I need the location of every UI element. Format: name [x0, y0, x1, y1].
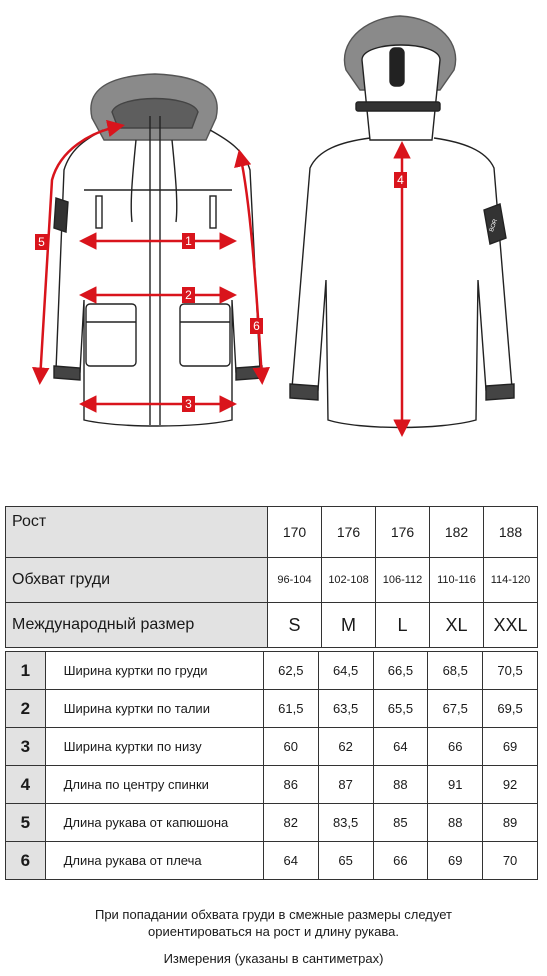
marker-4: 4	[397, 173, 404, 187]
chest-s: 96-104	[268, 558, 322, 603]
sizing-note-line2: ориентироваться на рост и длину рукава.	[148, 924, 399, 939]
sizing-note-line1: При попадании обхвата груди в смежные размеры следует	[94, 907, 453, 922]
sleeve-logo-text: BOR	[489, 218, 500, 233]
measure-value: 66	[373, 842, 428, 880]
measure-value: 87	[318, 766, 373, 804]
table-row	[6, 804, 538, 842]
table-row	[6, 766, 538, 804]
chest-l: 106-112	[376, 558, 430, 603]
measure-label: Ширина куртки по низу	[45, 728, 263, 766]
measure-number: 4	[6, 766, 46, 804]
hood-adjuster	[356, 102, 440, 111]
measure-value: 64	[263, 842, 318, 880]
marker-1: 1	[185, 234, 192, 248]
measure-value: 86	[263, 766, 318, 804]
size-s: S	[268, 603, 322, 648]
measure-value: 70,5	[483, 652, 538, 690]
right-sleeve-cuff	[236, 366, 262, 380]
marker-boxes	[35, 172, 407, 412]
measure-value: 83,5	[318, 804, 373, 842]
height-label: Рост	[6, 507, 268, 558]
back-right-cuff	[486, 384, 514, 400]
front-body-outline	[56, 130, 260, 426]
chest-m: 102-108	[322, 558, 376, 603]
measure-label: Длина рукава от плеча	[45, 842, 263, 880]
measure-value: 62,5	[263, 652, 318, 690]
measure-value: 66,5	[373, 652, 428, 690]
sleeve-patch	[54, 198, 68, 232]
table-row	[6, 652, 538, 690]
measure-value: 69	[428, 842, 483, 880]
measure-value: 66	[428, 728, 483, 766]
measure-value: 69	[483, 728, 538, 766]
guide-sleeve-from-hood	[40, 126, 120, 380]
table-row	[6, 728, 538, 766]
measure-value: 62	[318, 728, 373, 766]
chest-xl: 110-116	[430, 558, 484, 603]
measure-value: 65,5	[373, 690, 428, 728]
measure-value: 63,5	[318, 690, 373, 728]
measurement-guides	[40, 126, 402, 432]
measure-number: 3	[6, 728, 46, 766]
left-sleeve-cuff	[54, 366, 80, 380]
chest-pocket-right	[210, 196, 216, 228]
jacket-measurement-diagram	[0, 0, 547, 470]
sizing-note	[0, 906, 547, 940]
marker-6: 6	[253, 319, 260, 333]
height-xl: 182	[430, 507, 484, 558]
measurements-table	[5, 651, 538, 880]
table-row-international-size	[6, 603, 538, 648]
measure-value: 89	[483, 804, 538, 842]
table-row-height	[6, 507, 538, 558]
size-xl: XL	[430, 603, 484, 648]
size-chart-table	[5, 506, 538, 648]
measure-label: Ширина куртки по талии	[45, 690, 263, 728]
height-s: 170	[268, 507, 322, 558]
front-hood-inner	[112, 99, 198, 129]
units-note: Измерения (указаны в сантиметрах)	[163, 951, 384, 966]
international-size-label: Международный размер	[6, 603, 268, 648]
measure-value: 92	[483, 766, 538, 804]
size-xxl: XXL	[484, 603, 538, 648]
measure-value: 69,5	[483, 690, 538, 728]
measure-label: Длина по центру спинки	[45, 766, 263, 804]
measure-number: 2	[6, 690, 46, 728]
lower-pocket-right	[180, 304, 230, 366]
table-row	[6, 842, 538, 880]
measure-value: 64,5	[318, 652, 373, 690]
table-row	[6, 690, 538, 728]
back-left-cuff	[290, 384, 318, 400]
measure-value: 67,5	[428, 690, 483, 728]
measure-value: 88	[428, 804, 483, 842]
measure-value: 64	[373, 728, 428, 766]
chest-pocket-left	[96, 196, 102, 228]
table-row-chest	[6, 558, 538, 603]
jacket-front-drawing	[54, 74, 262, 426]
height-l: 176	[376, 507, 430, 558]
measure-value: 68,5	[428, 652, 483, 690]
measure-label: Длина рукава от капюшона	[45, 804, 263, 842]
marker-2: 2	[185, 288, 192, 302]
marker-5: 5	[38, 235, 45, 249]
drawstring-left	[131, 140, 136, 222]
measure-value: 61,5	[263, 690, 318, 728]
hood-tab	[390, 48, 404, 86]
measure-value: 91	[428, 766, 483, 804]
chest-label: Обхват груди	[6, 558, 268, 603]
height-xxl: 188	[484, 507, 538, 558]
lower-pocket-left	[86, 304, 136, 366]
measure-label: Ширина куртки по груди	[45, 652, 263, 690]
size-l: L	[376, 603, 430, 648]
measure-value: 65	[318, 842, 373, 880]
measure-number: 1	[6, 652, 46, 690]
size-m: M	[322, 603, 376, 648]
drawstring-right	[172, 140, 177, 222]
measure-value: 85	[373, 804, 428, 842]
measure-value: 88	[373, 766, 428, 804]
measure-value: 82	[263, 804, 318, 842]
measure-value: 70	[483, 842, 538, 880]
measure-value: 60	[263, 728, 318, 766]
chest-xxl: 114-120	[484, 558, 538, 603]
height-m: 176	[322, 507, 376, 558]
measure-number: 5	[6, 804, 46, 842]
marker-3: 3	[185, 397, 192, 411]
measure-number: 6	[6, 842, 46, 880]
